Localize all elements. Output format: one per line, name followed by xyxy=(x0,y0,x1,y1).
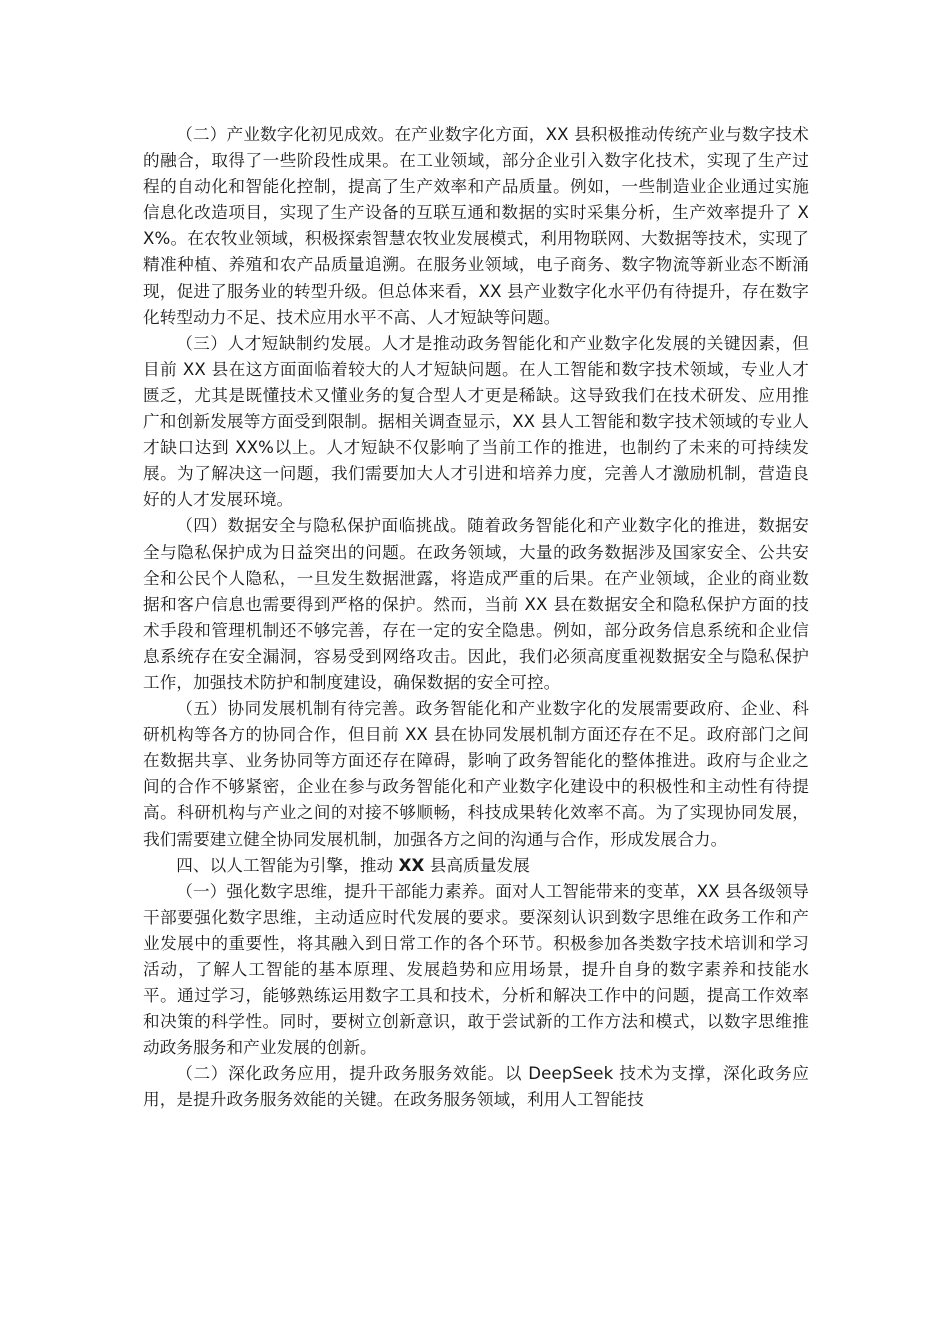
section-heading-bold: XX xyxy=(398,855,425,875)
paragraph-talent-shortage: （三）人才短缺制约发展。人才是推动政务智能化和产业数字化发展的关键因素，但目前 XX 县在这方面面临着较大的人才短缺问题。在人工智能和数字技术领域，专业人才匮乏，尤其是既懂技术又懂业务的复合型人才更是稀缺。这导致我们在技术研发、应用推广和创新发展等方面受到限制。据相关调查显示，XX 县人工智能和数字技术领域的专业人才缺口达到 XX%以上。人才短缺不仅影响了当前工作的推进，也制约了未来的可持续发展。为了解决这一问题，我们需要加大人才引进和培养力度，完善人才激励机制，营造良好的人才发展环境。 xyxy=(143,333,809,510)
document-page xyxy=(143,122,809,1114)
paragraph-industry-digitalization: （二）产业数字化初见成效。在产业数字化方面，XX 县积极推动传统产业与数字技术的融合，取得了一些阶段性成果。在工业领域，部分企业引入数字化技术，实现了生产过程的自动化和智能化控制，提高了生产效率和产品质量。例如，一些制造业企业通过实施信息化改造项目，实现了生产设备的互联互通和数据的实时采集分析，生产效率提升了 XX%。在农牧业领域，积极探索智慧农牧业发展模式，利用物联网、大数据等技术，实现了精准种植、养殖和农产品质量追溯。在服务业领域，电子商务、数字物流等新业态不断涌现，促进了服务业的转型升级。但总体来看，XX 县产业数字化水平仍有待提升，存在数字化转型动力不足、技术应用水平不高、人才短缺等问题。 xyxy=(143,125,809,327)
paragraph-government-application: （二）深化政务应用，提升政务服务效能。以 DeepSeek 技术为支撑，深化政务应用，是提升政务服务效能的关键。在政务服务领域，利用人工智能技 xyxy=(143,1064,809,1110)
paragraph-coordination-mechanism: （五）协同发展机制有待完善。政务智能化和产业数字化的发展需要政府、企业、科研机构等各方的协同合作，但目前 XX 县在协同发展机制方面还存在不足。政府部门之间在数据共享、业务协同等方面还存在障碍，影响了政务智能化的整体推进。政府与企业之间的合作不够紧密，企业在参与政务智能化和产业数字化建设中的积极性和主动性有待提高。科研机构与产业之间的对接不够顺畅，科技成果转化效率不高。为了实现协同发展，我们需要建立健全协同发展机制，加强各方之间的沟通与合作，形成发展合力。 xyxy=(143,699,809,849)
section-heading xyxy=(143,853,809,879)
section-heading-prefix: 四、以人工智能为引擎，推动 xyxy=(176,855,399,875)
paragraph-data-security: （四）数据安全与隐私保护面临挑战。随着政务智能化和产业数字化的推进，数据安全与隐私保护成为日益突出的问题。在政务领域，大量的政务数据涉及国家安全、公共安全和公民个人隐私，一旦发生数据泄露，将造成严重的后果。在产业领域，企业的商业数据和客户信息也需要得到严格的保护。然而，当前 XX 县在数据安全和隐私保护方面的技术手段和管理机制还不够完善，存在一定的安全隐患。例如，部分政务信息系统和企业信息系统存在安全漏洞，容易受到网络攻击。因此，我们必须高度重视数据安全与隐私保护工作，加强技术防护和制度建设，确保数据的安全可控。 xyxy=(143,516,809,692)
section-heading-suffix: 县高质量发展 xyxy=(424,855,530,875)
paragraph-digital-thinking: （一）强化数字思维，提升干部能力素养。面对人工智能带来的变革，XX 县各级领导干部要强化数字思维，主动适应时代发展的要求。要深刻认识到数字思维在政务工作和产业发展中的重要性，将其融入到日常工作的各个环节。积极参加各类数字技术培训和学习活动，了解人工智能的基本原理、发展趋势和应用场景，提升自身的数字素养和技能水平。通过学习，能够熟练运用数字工具和技术，分析和解决工作中的问题，提高工作效率和决策的科学性。同时，要树立创新意识，敢于尝试新的工作方法和模式，以数字思维推动政务服务和产业发展的创新。 xyxy=(143,881,809,1058)
